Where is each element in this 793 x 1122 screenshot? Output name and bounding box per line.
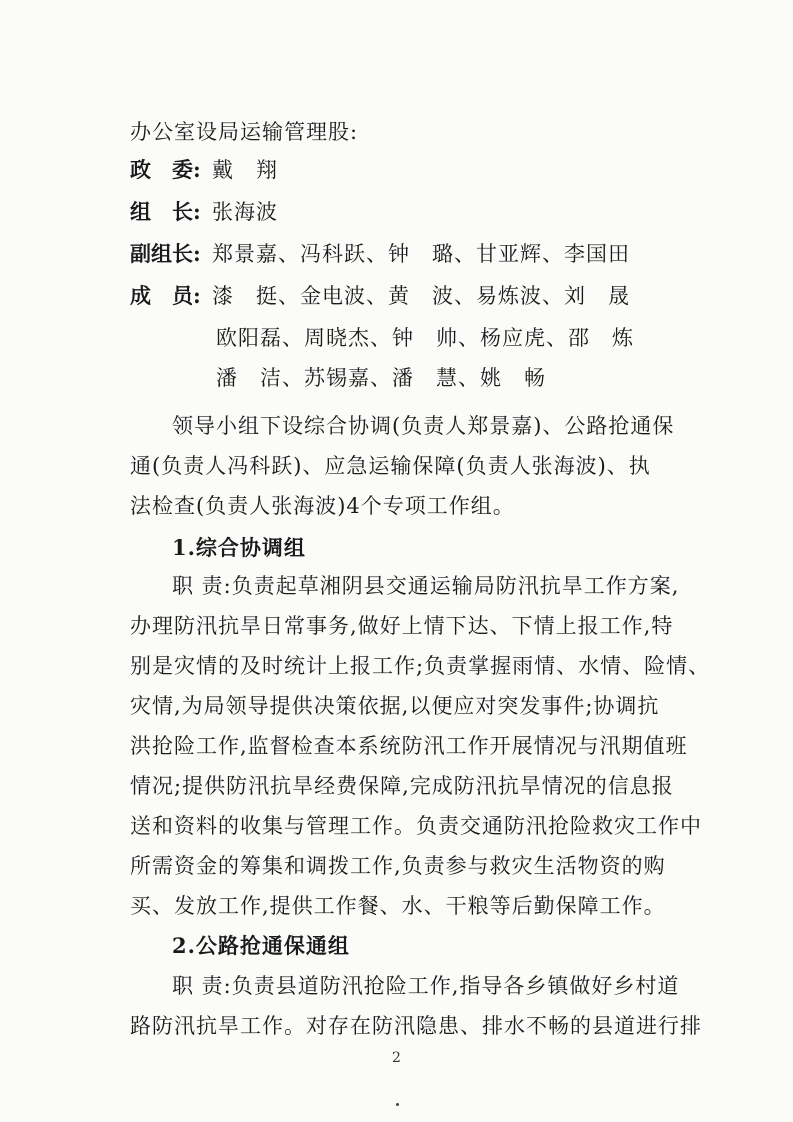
- political-commissar-names: 戴 翔: [212, 158, 278, 182]
- office-line: 办公室设局运输管理股:: [130, 120, 359, 144]
- section1-line: 所需资金的筹集和调拨工作,负责参与救灾生活物资的购: [130, 854, 666, 878]
- section2-line: 路防汛抗旱工作。对存在防汛隐患、排水不畅的县道进行排: [130, 1014, 702, 1038]
- page-number: 2: [392, 1050, 401, 1066]
- section1-line: 买、发放工作,提供工作餐、水、干粮等后勤保障工作。: [130, 894, 666, 918]
- members-row: [130, 276, 693, 316]
- leader-label: 组 长:: [130, 199, 201, 224]
- political-commissar-label: 政 委:: [130, 157, 201, 182]
- deputy-label: 副组长:: [130, 241, 201, 266]
- section1-line: 情况;提供防汛抗旱经费保障,完成防汛抗旱情况的信息报: [130, 774, 674, 798]
- intro-line: 法检查(负责人张海波)4个专项工作组。: [130, 494, 515, 518]
- section1-line: 别是灾情的及时统计上报工作;负责掌握雨情、水情、险情、: [130, 654, 711, 678]
- leader-row: [130, 192, 693, 232]
- members-line: 欧阳磊、周晓杰、钟 帅、杨应虎、邵 炼: [216, 326, 634, 350]
- political-commissar-row: [130, 150, 693, 190]
- section1-line: 办理防汛抗旱日常事务,做好上情下达、下情上报工作,特: [130, 614, 674, 638]
- members-line: 漆 挺、金电波、黄 波、易炼波、刘 晟: [212, 284, 630, 308]
- section1-line: 灾情,为局领导提供决策依据,以便应对突发事件;协调抗: [130, 694, 660, 718]
- leader-names: 张海波: [212, 200, 278, 224]
- section2-line: 职 责:负责县道防汛抢险工作,指导各乡镇做好乡村道: [172, 974, 680, 998]
- members-line: 潘 洁、苏锡嘉、潘 慧、姚 畅: [216, 366, 546, 390]
- deputy-row: [130, 234, 693, 274]
- members-label: 成 员:: [130, 283, 201, 308]
- section-heading: 1.综合协调组: [172, 535, 306, 560]
- deputy-names: 郑景嘉、冯科跃、钟 璐、甘亚辉、李国田: [212, 242, 630, 266]
- section1-line: 职 责:负责起草湘阴县交通运输局防汛抗旱工作方案,: [172, 574, 680, 598]
- section1-line: 送和资料的收集与管理工作。负责交通防汛抢险救灾工作中: [130, 814, 702, 838]
- section-heading: 2.公路抢通保通组: [172, 933, 350, 958]
- intro-line: 通(负责人冯科跃)、应急运输保障(负责人张海波)、执: [130, 454, 651, 478]
- scan-speck: [396, 1103, 399, 1106]
- intro-line: 领导小组下设综合协调(负责人郑景嘉)、公路抢通保: [172, 414, 675, 438]
- section1-line: 洪抢险工作,监督检查本系统防汛工作开展情况与汛期值班: [130, 734, 688, 758]
